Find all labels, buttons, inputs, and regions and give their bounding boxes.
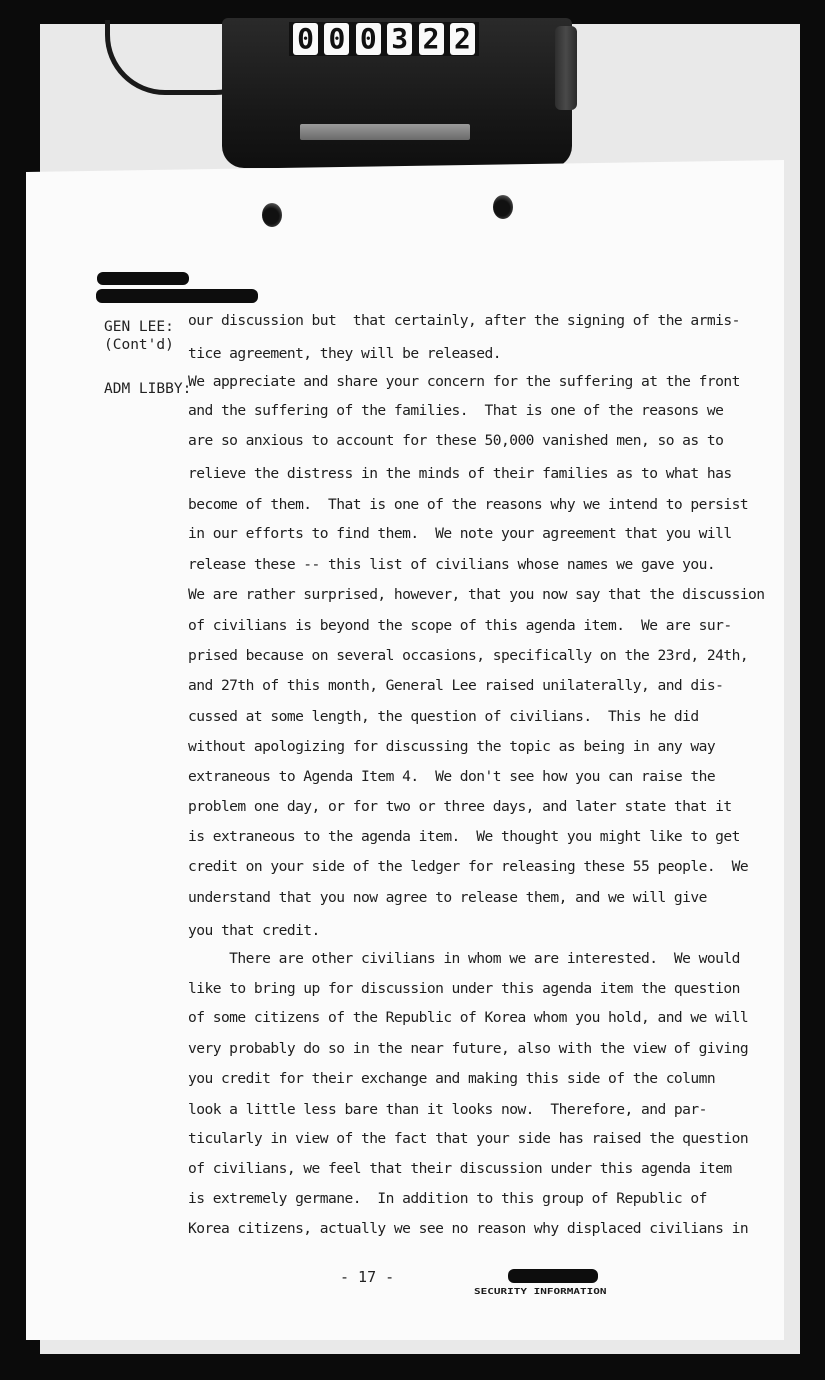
text-line: tice agreement, they will be released. (188, 345, 501, 362)
text-line: you that credit. (188, 922, 320, 939)
speaker-gen-lee-contd: (Cont'd) (104, 337, 174, 353)
text-line: problem one day, or for two or three days, and later state that it (188, 798, 732, 815)
counter-knob (555, 26, 577, 110)
counter-digit: 0 (324, 23, 349, 55)
counter-digit: 0 (293, 23, 318, 55)
text-line: like to bring up for discussion under this agenda item the question (188, 980, 740, 997)
speaker-gen-lee: GEN LEE: (104, 319, 174, 335)
text-line: in our efforts to find them. We note your agreement that you will (188, 525, 732, 542)
speaker-adm-libby: ADM LIBBY: (104, 381, 192, 397)
text-line: relieve the distress in the minds of their families as to what has (188, 465, 732, 482)
frame-counter (289, 22, 479, 56)
classification-stamp: SECURITY INFORMATION (474, 1286, 607, 1297)
text-line: We are rather surprised, however, that you now say that the discussion (188, 586, 765, 603)
punch-hole-right (493, 195, 513, 219)
text-line: our discussion but that certainly, after the signing of the armis- (188, 312, 740, 329)
text-line: is extremely germane. In addition to this group of Republic of (188, 1190, 707, 1207)
counter-digit: 2 (419, 23, 444, 55)
counter-plate (300, 124, 470, 140)
text-line: prised because on several occasions, specifically on the 23rd, 24th, (188, 647, 749, 664)
stamp-redaction-bar (508, 1269, 598, 1283)
counter-digit: 2 (450, 23, 475, 55)
text-line: is extraneous to the agenda item. We thought you might like to get (188, 828, 740, 845)
text-line: cussed at some length, the question of civilians. This he did (188, 708, 699, 725)
redaction-bar-bottom (96, 289, 258, 303)
text-line: Korea citizens, actually we see no reason why displaced civilians in (188, 1220, 749, 1237)
text-line: We appreciate and share your concern for the suffering at the front (188, 373, 740, 390)
text-line: of civilians is beyond the scope of this agenda item. We are sur- (188, 617, 732, 634)
text-line: you credit for their exchange and making this side of the column (188, 1070, 716, 1087)
text-line: and 27th of this month, General Lee raised unilaterally, and dis- (188, 677, 724, 694)
text-line: are so anxious to account for these 50,000 vanished men, so as to (188, 432, 724, 449)
text-line: extraneous to Agenda Item 4. We don't see how you can raise the (188, 768, 716, 785)
text-line: and the suffering of the families. That is one of the reasons we (188, 402, 724, 419)
text-line: look a little less bare than it looks now. Therefore, and par- (188, 1101, 707, 1118)
text-line: There are other civilians in whom we are interested. We would (188, 950, 740, 967)
counter-digit: 3 (387, 23, 412, 55)
page-number: - 17 - (340, 1268, 395, 1286)
text-line: ticularly in view of the fact that your side has raised the question (188, 1130, 749, 1147)
redaction-bar-top (97, 272, 189, 285)
text-line: understand that you now agree to release them, and we will give (188, 889, 707, 906)
text-line: release these -- this list of civilians whose names we gave you. (188, 556, 716, 573)
text-line: of some citizens of the Republic of Korea whom you hold, and we will (188, 1009, 749, 1026)
counter-digit: 0 (356, 23, 381, 55)
text-line: credit on your side of the ledger for releasing these 55 people. We (188, 858, 749, 875)
punch-hole-left (262, 203, 282, 227)
text-line: without apologizing for discussing the topic as being in any way (188, 738, 716, 755)
text-line: of civilians, we feel that their discussion under this agenda item (188, 1160, 732, 1177)
text-line: very probably do so in the near future, also with the view of giving (188, 1040, 749, 1057)
text-line: become of them. That is one of the reasons why we intend to persist (188, 496, 749, 513)
